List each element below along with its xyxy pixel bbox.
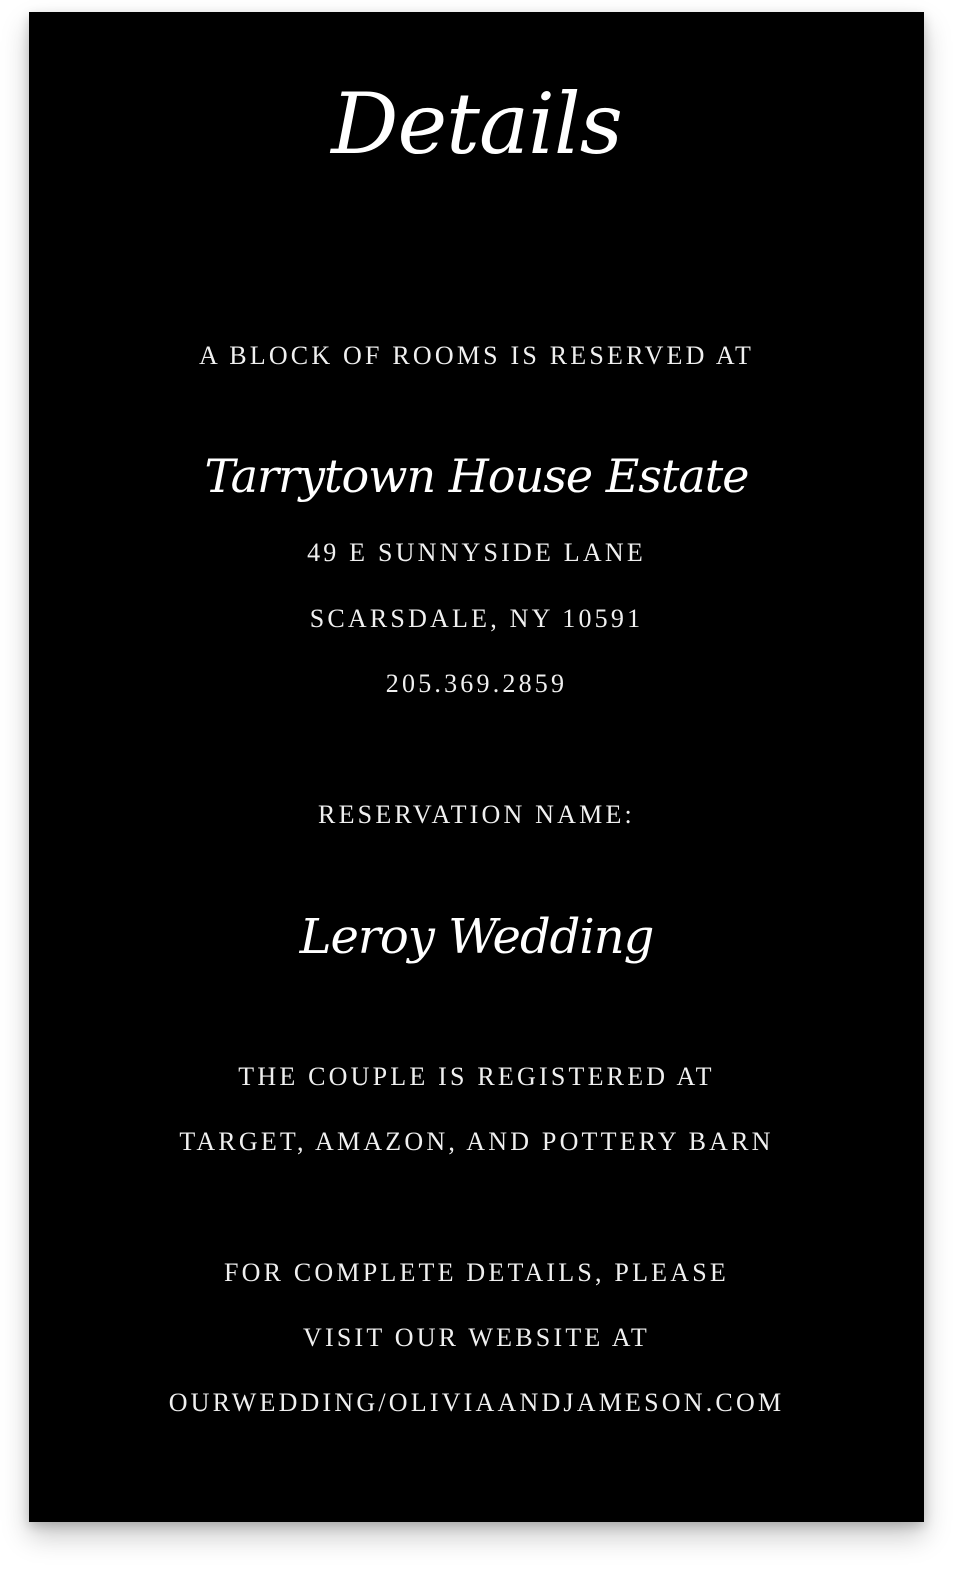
phone-number: 205.369.2859 [385,669,568,698]
details-card [29,12,924,1522]
address-line-2: SCARSDALE, NY 10591 [309,604,644,633]
reservation-name: Leroy Wedding [299,909,654,965]
reservation-label: RESERVATION NAME: [318,800,635,829]
website-line-2: VISIT OUR WEBSITE AT [303,1323,650,1352]
website-line-1: FOR COMPLETE DETAILS, PLEASE [224,1258,729,1287]
venue-name: Tarrytown House Estate [204,449,749,503]
registry-line-2: TARGET, AMAZON, AND POTTERY BARN [179,1127,774,1156]
rooms-intro-text: A BLOCK OF ROOMS IS RESERVED AT [198,341,755,370]
registry-line-1: THE COUPLE IS REGISTERED AT [238,1062,715,1091]
address-line-1: 49 E SUNNYSIDE LANE [307,538,646,567]
website-url: OURWEDDING/OLIVIAANDJAMESON.COM [168,1388,785,1417]
card-title: Details [331,75,622,173]
